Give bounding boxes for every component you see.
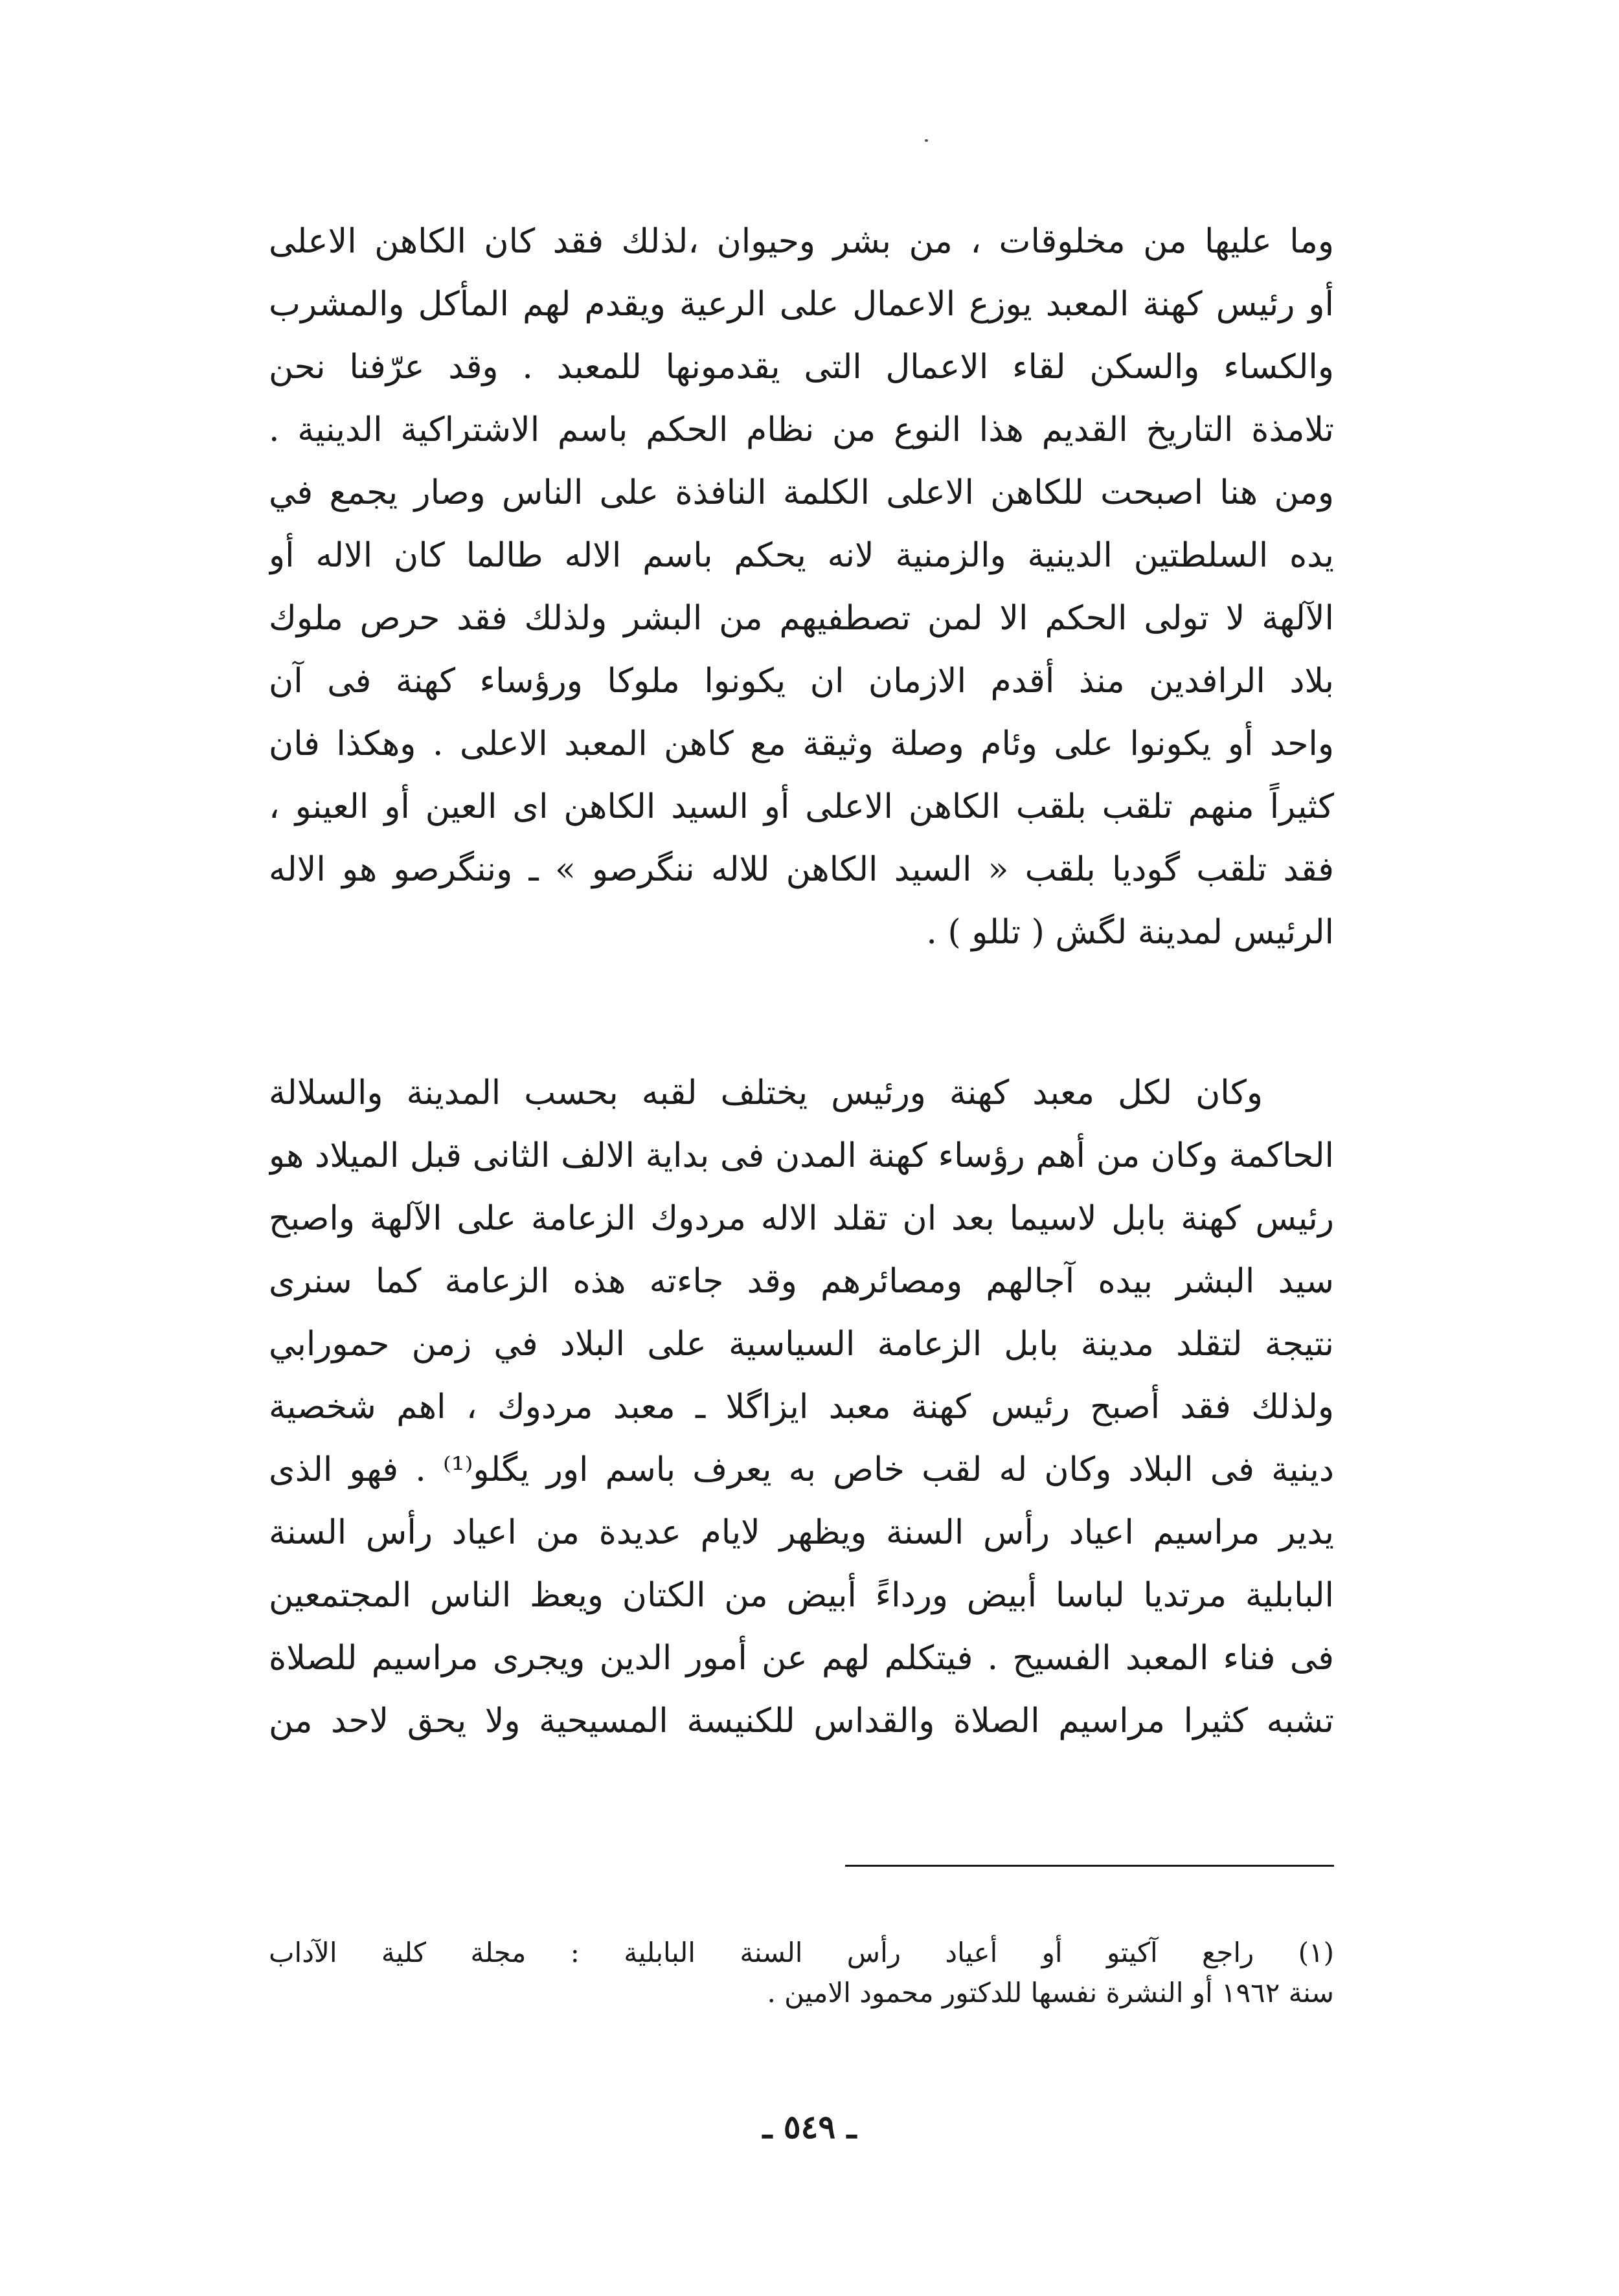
text-line: الحاكمة وكان من أهم رؤساء كهنة المدن فى بداية الالف الثانى قبل الميلاد هو [269, 1136, 1334, 1175]
text-line: تلامذة التاريخ القديم هذا النوع من نظام الحكم باسم الاشتراكية الدينية . [269, 411, 1334, 449]
text-line: فقد تلقب گوديا بلقب « السيد الكاهن للاله ننگرصو » ـ وننگرصو هو الاله [269, 850, 1334, 889]
text-line: واحد أو يكونوا على وئام وصلة وثيقة مع كاهن المعبد الاعلى . وهكذا فان [269, 725, 1334, 763]
paragraph-1 [269, 210, 1334, 964]
paragraph-2 [269, 1062, 1334, 1753]
footnote-divider [845, 1865, 1334, 1867]
text-line: بلاد الرافدين منذ أقدم الازمان ان يكونوا ملوكا ورؤساء كهنة فى آن [269, 662, 1334, 701]
text-line: الآلهة لا تولى الحكم الا لمن تصطفيهم من البشر ولذلك فقد حرص ملوك [269, 599, 1334, 638]
text-line: الرئيس لمدينة لگش ( تللو ) . [926, 913, 1334, 952]
footnote-line: سنة ١٩٦٢ أو النشرة نفسها للدكتور محمود الامين . [767, 1977, 1334, 2009]
text-line: كثيراً منهم تلقب بلقب الكاهن الاعلى أو السيد الكاهن اى العين أو العينو ، [269, 787, 1334, 826]
text-line: يده السلطتين الدينية والزمنية لانه يحكم باسم الاله طالما كان الاله أو [269, 536, 1334, 575]
text-line: رئيس كهنة بابل لاسيما بعد ان تقلد الاله مردوك الزعامة على الآلهة واصبح [269, 1199, 1334, 1238]
text-line: ومن هنا اصبحت للكاهن الاعلى الكلمة النافذة على الناس وصار يجمع في [269, 473, 1334, 512]
page-number: ـ ٥٤٩ ـ [762, 2108, 857, 2146]
text-line: فى فناء المعبد الفسيح . فيتكلم لهم عن أمور الدين ويجرى مراسيم للصلاة [269, 1639, 1334, 1678]
top-speck [925, 139, 928, 142]
footnote-line: (١) راجع آكيتو أو أعياد رأس السنة البابلية : مجلة كلية الآداب [269, 1937, 1334, 1968]
text-line: البابلية مرتديا لباسا أبيض ورداءً أبيض من الكتان ويعظ الناس المجتمعين [269, 1576, 1334, 1615]
text-line: والكساء والسكن لقاء الاعمال التى يقدمونها للمعبد . وقد عرّفنا نحن [269, 348, 1334, 387]
text-line: أو رئيس كهنة المعبد يوزع الاعمال على الرعية ويقدم لهم المأكل والمشرب [269, 285, 1334, 324]
text-line: ولذلك فقد أصبح رئيس كهنة معبد ايزاگلا ـ معبد مردوك ، اهم شخصية [269, 1388, 1334, 1426]
footnote [269, 1933, 1334, 2013]
text-line: وكان لكل معبد كهنة ورئيس يختلف لقبه بحسب المدينة والسلالة [269, 1074, 1263, 1112]
text-line: يدير مراسيم اعياد رأس السنة ويظهر لايام عديدة من اعياد رأس السنة [269, 1513, 1334, 1552]
text-line: دينية فى البلاد وكان له لقب خاص به يعرف باسم اور يگلو⁽¹⁾ . فهو الذى [269, 1450, 1334, 1489]
text-line: نتيجة لتقلد مدينة بابل الزعامة السياسية على البلاد في زمن حمورابي [269, 1325, 1334, 1364]
text-line: تشبه كثيرا مراسيم الصلاة والقداس للكنيسة المسيحية ولا يحق لاحد من [269, 1702, 1334, 1740]
text-line: سيد البشر بيده آجالهم ومصائرهم وقد جاءته هذه الزعامة كما سنرى [269, 1262, 1334, 1301]
text-line: وما عليها من مخلوقات ، من بشر وحيوان ،لذلك فقد كان الكاهن الاعلى [269, 222, 1334, 261]
